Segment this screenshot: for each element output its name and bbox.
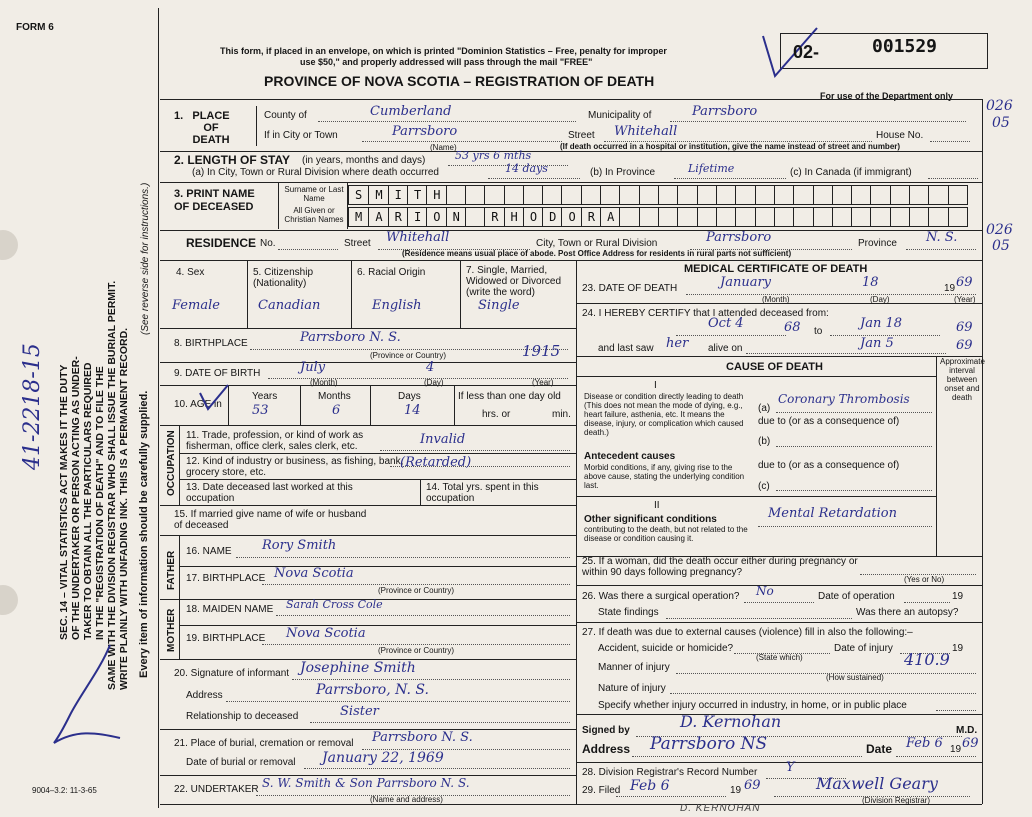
filed-value: Feb 6 [630, 778, 670, 794]
injury-date-label: Date of injury [834, 643, 893, 654]
letter-box [870, 208, 890, 226]
div-rec-label: 28. Division Registrar's Record Number [582, 767, 758, 778]
institution-hint: (If death occurred in a hospital or institution, give the name instead of street and number) [560, 142, 901, 151]
letter-box [793, 208, 813, 226]
letter-box: S [355, 188, 363, 202]
spouse-label: 15. If married give name of wife or husband of deceased [174, 509, 367, 531]
mail-notice-2: use $50," and properly addressed will pass through the mail "FREE" [300, 57, 593, 67]
burial-place-label: 21. Place of burial, cremation or removal [174, 738, 354, 749]
last-saw-label: and last saw [598, 343, 654, 354]
dept-code: 05 [992, 238, 1010, 254]
city-label: If in City or Town [264, 130, 338, 141]
antecedent-hint: Morbid conditions, if any, giving rise to the above cause, stating the underlying condition last. [584, 463, 745, 490]
death-date-label: 23. DATE OF DEATH [582, 283, 678, 294]
racial-value: English [372, 298, 422, 313]
letter-box [755, 186, 775, 204]
min-label: min. [552, 409, 571, 420]
last-saw-who: her [666, 336, 689, 351]
age-check [196, 383, 232, 413]
external-label: 27. If death was due to external causes (violence) fill in also the following:– [582, 627, 913, 638]
nature-label: Nature of injury [598, 683, 666, 694]
letter-box: O [561, 208, 581, 226]
sec14-notice: SEC. 14 – VITAL STATISTICS ACT MAKES IT THE DUTY OF THE UNDERTAKER OR PERSON ACTING AS UNDER- TAKER TO OBTAIN ALL THE PARTICULARS REQUIRED IN THE "REGISTRATION OF DEATH" AND TO FILE THE [58, 356, 106, 640]
date-label: Date [866, 742, 893, 756]
letter-box [561, 186, 581, 204]
date-value: Feb 6 [906, 736, 943, 751]
given-label: All Given or Christian Names [284, 206, 344, 224]
letter-box: H [504, 208, 524, 226]
stay-total: 53 yrs 6 mths [455, 149, 532, 162]
residence-province-label: Province [858, 238, 897, 249]
letter-box [619, 186, 639, 204]
dept-use: For use of the Department only [820, 91, 954, 101]
letter-box: D [542, 208, 562, 226]
mother-maiden: Sarah Cross Cole [286, 598, 383, 611]
letter-box [948, 208, 968, 226]
signed-value: D. Kernohan [680, 712, 782, 731]
surgery-label: 26. Was there a surgical operation? [582, 591, 740, 602]
street-value: Whitehall [614, 124, 678, 139]
letter-box: H [426, 186, 446, 204]
city-value: Parrsboro [392, 124, 458, 139]
year-hint: (Year) [532, 378, 554, 387]
residence-hint: (Residence means usual place of abode. Post Office Address for residents in rural parts not sufficient) [402, 249, 792, 258]
father-birth-label: 17. BIRTHPLACE [186, 573, 266, 584]
letter-box [774, 208, 794, 226]
how-sustained: (How sustained) [826, 673, 884, 682]
autopsy-label: Was there an autopsy? [856, 607, 959, 618]
stamp-text: D. KERNOHAN [680, 803, 761, 814]
undertaker-hint: (Name and address) [370, 795, 443, 804]
part-one: I [654, 380, 657, 391]
dob-day: 4 [426, 360, 435, 375]
alive-date: Jan 5 [860, 336, 894, 351]
letter-box [523, 186, 543, 204]
letter-box [639, 186, 659, 204]
mother-birth: Nova Scotia [286, 626, 366, 641]
cause-a: Coronary Thrombosis [778, 392, 910, 406]
month-hint: (Month) [310, 378, 338, 387]
letter-box: A [368, 208, 388, 226]
filed-label: 29. Filed [582, 785, 621, 796]
burial-place: Parrsboro N. S. [372, 730, 473, 745]
residence-street-label: Street [344, 238, 371, 249]
residence-no-label: No. [260, 238, 276, 249]
informant-label: 20. Signature of informant [174, 668, 290, 679]
letter-box: O [523, 208, 543, 226]
letter-box [735, 186, 755, 204]
letter-box [928, 208, 948, 226]
letter-box [813, 208, 833, 226]
antecedent-label: Antecedent causes [584, 451, 676, 462]
residence-province-value: N. S. [926, 230, 958, 245]
letter-box [832, 186, 852, 204]
letter-box [677, 186, 697, 204]
letter-box [484, 186, 504, 204]
residence-city-label: City, Town or Rural Division [536, 238, 658, 249]
days-label: Days [398, 391, 421, 402]
part-two: II [654, 500, 660, 511]
letter-box [755, 208, 775, 226]
letter-box [735, 208, 755, 226]
letter-box [890, 186, 910, 204]
dept-code: 026 [986, 98, 1013, 114]
stay-hint: (in years, months and days) [302, 155, 426, 166]
letter-box [639, 208, 659, 226]
reg-number: 001529 [872, 36, 938, 57]
signed-label: Signed by [582, 725, 630, 736]
informant-sig: Josephine Smith [300, 660, 416, 676]
dept-code: 026 [986, 222, 1013, 238]
stay-b-value: Lifetime [688, 162, 735, 175]
specify-label: Specify whether injury occurred in industry, in home, or in public place [598, 700, 907, 711]
attended-from: Oct 4 [708, 316, 744, 331]
state-which: (State which) [756, 653, 803, 662]
letter-box: M [368, 186, 388, 204]
stay-b-label: (b) In Province [590, 167, 656, 178]
letter-box: A [600, 208, 620, 226]
stay-a-value: 14 days [505, 162, 548, 175]
surname-label: Surname or Last Name [284, 185, 344, 203]
medical-title: MEDICAL CERTIFICATE OF DEATH [684, 263, 868, 275]
mail-notice-1: This form, if placed in an envelope, on which is printed "Dominion Statistics – Free, penalty for improper [220, 46, 667, 56]
county-label: County of [264, 110, 307, 121]
mother-birth-label: 19. BIRTHPLACE [186, 633, 266, 644]
sec14-notice-cont: SAME WITH THE DIVISION REGISTRAR WHO SHALL ISSUE THE BURIAL PERMIT. WRITE PLAINLY WITH UNFADING INK. THIS IS A PERMANENT RECORD. [106, 280, 130, 690]
punch-hole [0, 230, 18, 260]
address-label: Address [582, 742, 631, 756]
stay-a-label: (a) In City, Town or Rural Division where death occurred [192, 167, 439, 178]
to-label: to [814, 326, 823, 337]
informant-address: Parrsboro, N. S. [316, 682, 429, 698]
other-value: Mental Retardation [768, 506, 897, 521]
letter-box: O [426, 208, 446, 226]
age-label: 10. AGE in [174, 399, 222, 410]
letter-box [851, 186, 871, 204]
residence-street-value: Whitehall [386, 230, 450, 245]
father-birth: Nova Scotia [274, 566, 354, 581]
age-years: 53 [252, 403, 269, 418]
death-month: January [720, 275, 772, 290]
letter-box [581, 186, 601, 204]
letter-box: I [388, 186, 408, 204]
letter-box [658, 186, 678, 204]
alive-on-label: alive on [708, 343, 743, 354]
other-label: Other significant conditions [584, 514, 717, 525]
letter-box [697, 186, 717, 204]
letter-box [832, 208, 852, 226]
birthplace-hint: (Province or Country) [370, 351, 447, 360]
father-side: FATHER [166, 550, 177, 590]
stay-label: 2. LENGTH OF STAY [174, 153, 291, 167]
print-code: 9004–3.2: 11-3-65 [32, 786, 97, 795]
dob-month: July [300, 360, 326, 375]
letter-box [658, 208, 678, 226]
letter-box [851, 208, 871, 226]
letter-box [948, 186, 968, 204]
municipality-value: Parrsboro [692, 104, 758, 119]
letter-box: R [581, 208, 601, 226]
attended-to: Jan 18 [860, 316, 903, 331]
woman-label: 25. If a woman, did the death occur either during pregnancy or within 90 days following pregnancy? [582, 556, 858, 578]
letter-box: M [355, 210, 363, 224]
father-name: Rory Smith [262, 538, 337, 553]
undertaker-label: 22. UNDERTAKER [174, 784, 259, 795]
margin-signature [40, 640, 140, 750]
county-value: Cumberland [370, 104, 452, 119]
letter-box [542, 186, 562, 204]
death-day-hint: (Day) [870, 295, 890, 304]
due-to-2: due to (or as a consequence of) [758, 460, 900, 471]
md-label: M.D. [956, 725, 978, 736]
letter-box: R [388, 208, 408, 226]
handwritten-file-number: 41-2218-15 [20, 343, 45, 470]
interval-label: Approximate interval between onset and death [940, 357, 985, 402]
surgery-value: No [756, 584, 774, 598]
street-label: Street [568, 130, 595, 141]
cause-title: CAUSE OF DEATH [726, 361, 823, 373]
div-rec-value: Y [786, 760, 795, 775]
letter-box: I [407, 208, 427, 226]
deceased-label: 3. PRINT NAME OF DECEASED [174, 188, 255, 213]
place-label: PLACE OF DEATH [192, 110, 230, 146]
accident-label: Accident, suicide or homicide? [598, 643, 734, 654]
death-day: 18 [862, 275, 879, 290]
punch-hole [0, 585, 18, 615]
letter-box [446, 186, 466, 204]
letter-box [909, 208, 929, 226]
name-hint: (Name) [430, 143, 457, 152]
date-year: 69 [962, 736, 979, 751]
relationship-value: Sister [340, 704, 379, 719]
reverse-notice: (See reverse side for instructions.) [140, 182, 151, 335]
filed-year: 69 [744, 778, 761, 793]
letter-box [928, 186, 948, 204]
house-label: House No. [876, 130, 924, 141]
age-days: 14 [404, 403, 421, 418]
racial-label: 6. Racial Origin [357, 267, 426, 278]
birthplace-label: 8. BIRTHPLACE [174, 338, 248, 349]
relationship-label: Relationship to deceased [186, 711, 299, 722]
letter-box [619, 208, 639, 226]
industry-label: 12. Kind of industry or business, as fishing, bank, grocery store, etc. [186, 456, 404, 478]
letter-box [465, 208, 485, 226]
letter-box: T [407, 186, 427, 204]
form-title: PROVINCE OF NOVA SCOTIA – REGISTRATION OF DEATH [264, 73, 655, 89]
father-birth-hint: (Province or Country) [378, 586, 455, 595]
sex-value: Female [172, 298, 220, 313]
death-year-hint: (Year) [954, 295, 976, 304]
dob-year: 1915 [522, 342, 561, 360]
letter-box [677, 208, 697, 226]
state-findings-label: State findings [598, 607, 659, 618]
manner-code: 410.9 [904, 650, 950, 669]
letter-box [504, 186, 524, 204]
address-value: Parrsboro NS [650, 734, 768, 754]
municipality-label: Municipality of [588, 110, 652, 121]
disease-label: Disease or condition directly leading to death (This does not mean the mode of dying, e.g., heart failure, asthenia, etc. It means the disease, injury, or complication which caused death.) [584, 392, 744, 437]
marital-label: 7. Single, Married, Widowed or Divorced (write the word) [466, 265, 562, 298]
birthplace-value: Parrsboro N. S. [300, 330, 401, 345]
death-year-prefix: 19 [944, 283, 956, 294]
letter-box [774, 186, 794, 204]
industry-value: (Retarded) [400, 455, 472, 470]
undertaker-value: S. W. Smith & Son Parrsboro N. S. [262, 776, 470, 790]
attended-to-year: 69 [956, 320, 973, 335]
other-hint: contributing to the death, but not related to the disease or condition causing it. [584, 525, 748, 543]
mother-side: MOTHER [166, 608, 177, 652]
letter-box: R [484, 208, 504, 226]
letter-box [697, 208, 717, 226]
mother-birth-hint: (Province or Country) [378, 646, 455, 655]
form-number: FORM 6 [16, 22, 54, 33]
attended-from-year: 68 [784, 320, 801, 335]
occupation-side: OCCUPATION [166, 430, 177, 496]
careful-notice: Every item of information should be carefully supplied. [138, 390, 150, 678]
op-date-label: Date of operation [818, 591, 895, 602]
dept-code: 05 [992, 115, 1010, 131]
father-name-label: 16. NAME [186, 546, 232, 557]
registrar-hint: (Division Registrar) [862, 796, 931, 805]
letter-box: N [446, 208, 466, 226]
alive-year: 69 [956, 338, 973, 353]
reg-prefix: 02- [793, 42, 820, 62]
trade-value: Invalid [420, 432, 466, 447]
letter-box [813, 186, 833, 204]
surname-boxes [348, 185, 968, 205]
mother-maiden-label: 18. MAIDEN NAME [186, 604, 274, 615]
letter-box [716, 208, 736, 226]
citizenship-value: Canadian [258, 298, 321, 313]
years-label: Years [252, 391, 278, 402]
death-month-hint: (Month) [762, 295, 790, 304]
informant-address-label: Address [186, 690, 223, 701]
letter-box [909, 186, 929, 204]
sex-label: 4. Sex [176, 267, 205, 278]
day-hint: (Day) [424, 378, 444, 387]
residence-city-value: Parrsboro [706, 230, 772, 245]
certify-label: 24. I HEREBY CERTIFY that I attended deceased from: [582, 308, 829, 319]
dob-label: 9. DATE OF BIRTH [174, 368, 261, 379]
due-to-1: due to (or as a consequence of) [758, 416, 900, 427]
months-label: Months [318, 391, 351, 402]
letter-box [465, 186, 485, 204]
stay-c-label: (c) In Canada (if immigrant) [790, 167, 912, 178]
letter-box [716, 186, 736, 204]
lessday-label: If less than one day old [458, 391, 561, 402]
letter-box [600, 186, 620, 204]
trade-label: 11. Trade, profession, or kind of work as fisherman, office clerk, sales clerk, etc. [186, 430, 364, 452]
hrs-label: hrs. or [482, 409, 511, 420]
burial-date: January 22, 1969 [322, 750, 444, 766]
total-years-label: 14. Total yrs. spent in this occupation [426, 482, 539, 504]
yes-no-hint: (Yes or No) [904, 575, 945, 584]
age-months: 6 [332, 403, 341, 418]
death-year: 69 [956, 275, 973, 290]
burial-date-label: Date of burial or removal [186, 757, 296, 768]
last-worked-label: 13. Date deceased last worked at this occupation [186, 482, 353, 504]
letter-box [870, 186, 890, 204]
citizenship-label: 5. Citizenship (Nationality) [253, 267, 314, 289]
letter-box [793, 186, 813, 204]
registrar-signature: Maxwell Geary [816, 774, 938, 793]
marital-value: Single [478, 298, 520, 313]
residence-label: RESIDENCE [186, 236, 257, 250]
manner-label: Manner of injury [598, 662, 670, 673]
place-num: 1. [174, 110, 184, 122]
given-boxes [348, 207, 968, 227]
letter-box [890, 208, 910, 226]
